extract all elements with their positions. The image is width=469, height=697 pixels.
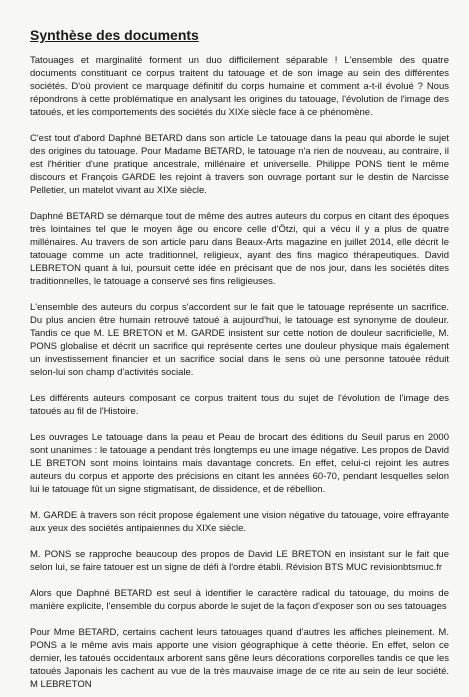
paragraph-sacrifice: L'ensemble des auteurs du corpus s'accordent sur le fait que le tatouage représente un sacrifice. Du plus ancien être humain retrouvé tatoué à aujourd'hui, le tatouage est synonyme de douleur. Tandis ce que M. LE BRETON et M. GARDE insistent sur cette notion de douleur sacrificielle, M. PONS globalise et décrit un sacrifice qui représente certes une douleur physique mais également un investissement financier et un sacrifice social dans le sens où une personne tatouée réduit selon-lui son champ d'activités sociale.	[30, 302, 449, 378]
paragraph-origins: C'est tout d'abord Daphné BETARD dans son article Le tatouage dans la peau qui aborde le sujet des origines du tatouage. Pour Madame BETARD, le tatouage n'a rien de nouveau, au contraire, il est l'héritier d'une pratique ancestrale, millénaire et universelle. Philippe PONS tient le même discours et François GARDE les rejoint à travers son ouvrage portant sur le destin de Narcisse Pelletier, un matelot vivant au XIXe siècle.	[30, 133, 449, 196]
paragraph-evolution: Les différents auteurs composant ce corpus traitent tous du sujet de l'évolution de l'image des tatoués au fil de l'Histoire.	[30, 393, 449, 417]
paragraph-garde: M. GARDE à travers son récit propose également une vision négative du tatouage, voire effrayante aux yeux des sociétés antipaiennes du XIXe siècle.	[30, 510, 449, 534]
paragraph-radical: Alors que Daphné BETARD est seul à identifier le caractère radical du tatouage, du moins de manière explicite, l'ensemble du corpus aborde le sujet de la façon d'exposer son ou ses tatouages	[30, 588, 449, 612]
paragraph-negative-image: Les ouvrages Le tatouage dans la peau et Peau de brocart des éditions du Seuil parus en 2000 sont unanimes : le tatouage a pendant très longtemps eu une image négative. Les propos de David LE BRETON sont moins lointains mais davantage concrets. En effet, celui-ci rejoint les autres auteurs du corpus et apporte des précisions en citant les années 60-70, pendant lesquelles selon lui le tatouage fût un signe stigmatisant, de dissidence, et de rébellion.	[30, 432, 449, 495]
paragraph-pons: M. PONS se rapproche beaucoup des propos de David LE BRETON en insistant sur le fait que selon lui, se faire tatouer est un signe de défi à l'ordre établi. Révision BTS MUC revisionbtsmuc.fr	[30, 549, 449, 573]
paragraph-intro: Tatouages et marginalité forment un duo difficilement séparable ! L'ensemble des quatre documents constituant ce corpus traitent du tatouage et de son image au sein des différentes sociétés. D'où provient ce marquage définitif du corps humaine et comment a-t-il évolué ? Nous répondrons à cette problématique en analysant les origines du tatouage, l'évolution de l'image des tatoués, et les comportements des sociétés du XIXe siècle face à ce phénomène.	[30, 55, 449, 118]
document-title: Synthèse des documents	[30, 27, 199, 43]
paragraph-betard: Daphné BETARD se démarque tout de même des autres auteurs du corpus en citant des époques très lointaines tel que le moyen âge ou encore celle d'Ötzi, qui a vécu il y a plus de quatre millénaires. Au travers de son article paru dans Beaux-Arts magazine en juillet 2014, elle décrit le tatouage comme un acte traditionnel, religieux, ayant des fins magico thérapeutiques. David LEBRETON quant à lui, poursuit cette idée en précisant que de nos jour, dans les sociétés dites traditionnelles, le tatouage a conservé ses fins religieuses.	[30, 211, 449, 287]
paragraph-exposure: Pour Mme BETARD, certains cachent leurs tatouages quand d'autres les affiches pleinement. M. PONS a le même avis mais apporte une vision géographique à cette théorie. En effet, selon ce dernier, les tatoués occidentaux arborent sans gêne leurs décorations corporelles tandis ce que les tatoués Japonais les cachent au vue de la très mauvaise image de ce rite au sein de leur société. M LEBRETON	[30, 627, 449, 690]
